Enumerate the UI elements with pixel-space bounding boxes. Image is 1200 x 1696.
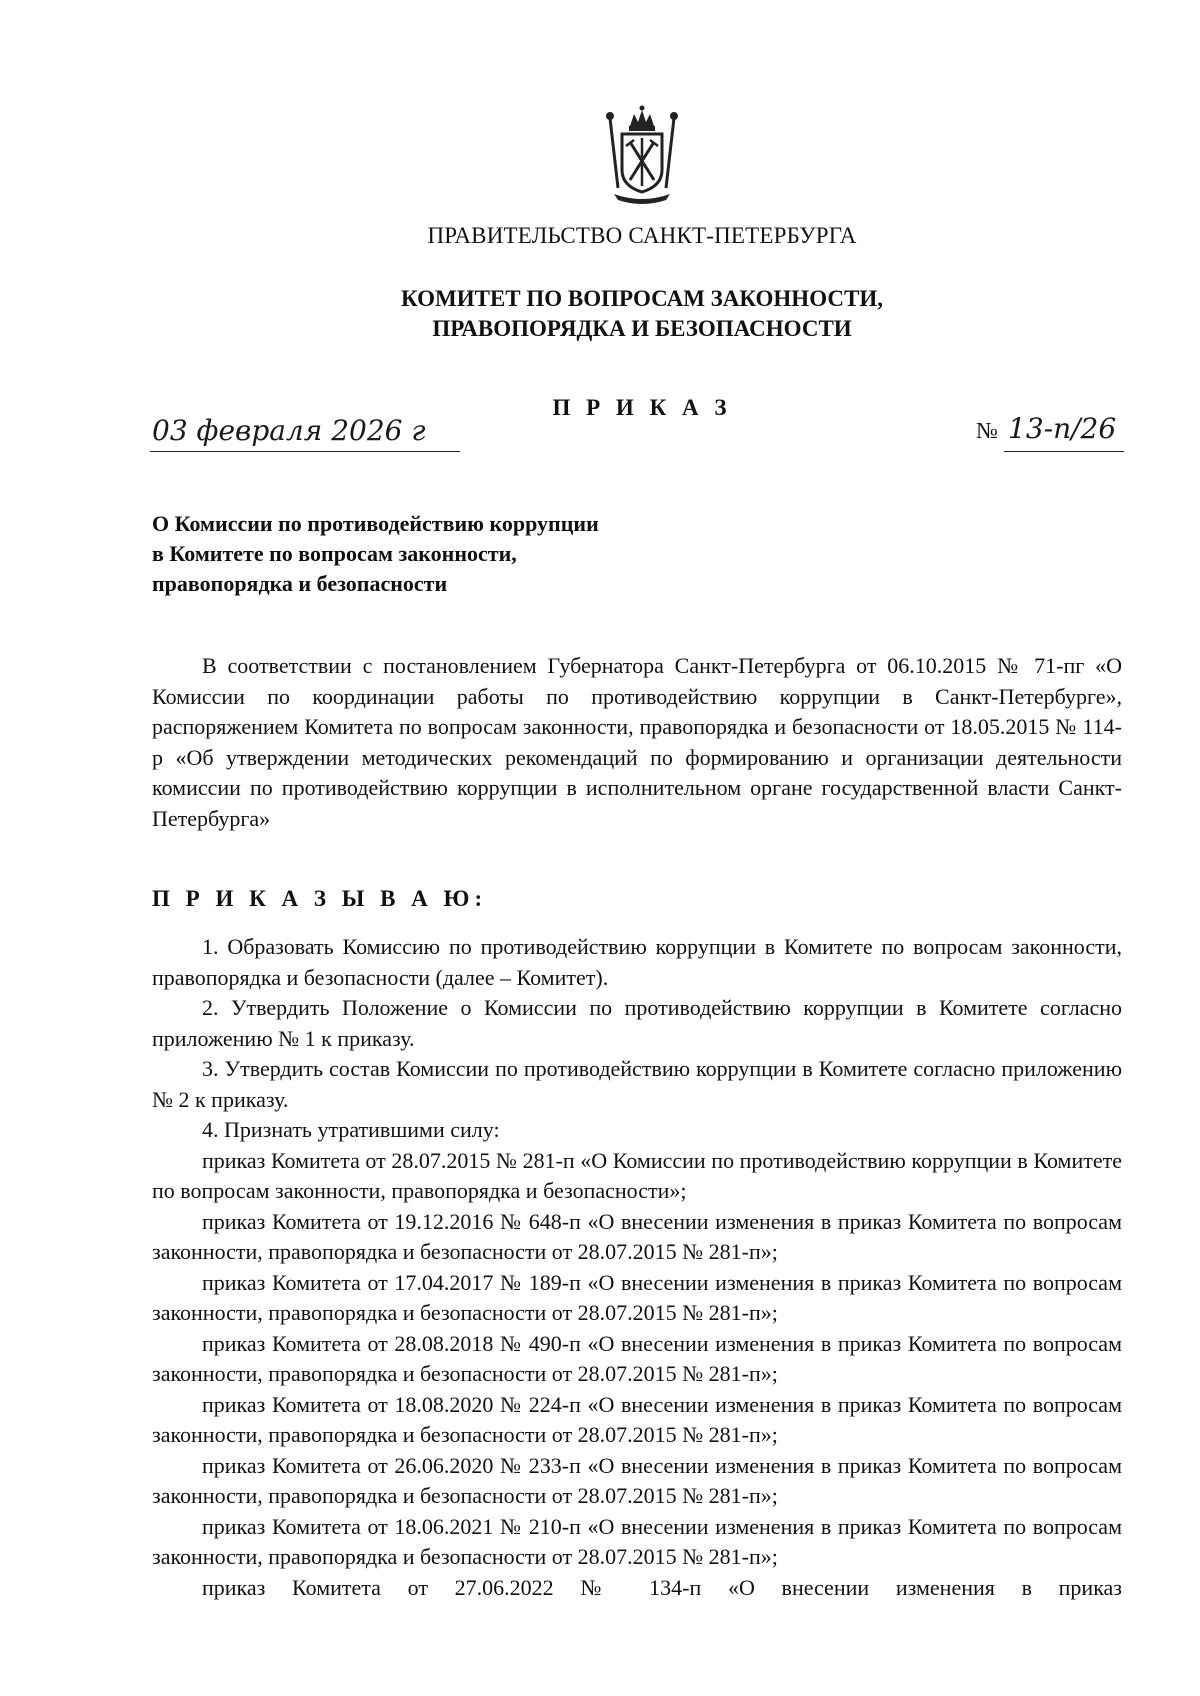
preamble-text: В соответствии с постановлением Губернатора Санкт-Петербурга от 06.10.2015 № 71-пг «О Комиссии по координации работы по противодействию коррупции в Санкт-Петербурге», распоряжением Комитета по вопросам законности, правопорядка и безопасности от 18.05.2015 № 114-р «Об утверждении методических рекомендаций по формированию и организации деятельности комиссии по противодействию коррупции в исполнительном органе государственной власти Санкт-Петербурга» — [152, 653, 1122, 831]
repealed-order-item: приказ Комитета от 28.07.2015 № 281-п «О Комиссии по противодействию коррупции в Комитете по вопросам законности, правопорядка и безопасности»; — [152, 1147, 1122, 1203]
order-item: 1. Образовать Комиссию по противодействию коррупции в Комитете по вопросам законности, правопорядка и безопасности (далее – Комитет). — [152, 934, 1122, 990]
number-label: № — [976, 418, 998, 443]
order-item: 4. Признать утратившими силу: — [202, 1117, 500, 1142]
subject-line-2: в Комитете по вопросам законности, — [152, 541, 517, 566]
repealed-order-item: приказ Комитета от 26.06.2020 № 233-п «О внесении изменения в приказ Комитета по вопросам законности, правопорядка и безопасности от 28.07.2015 № 281-п»; — [152, 1452, 1122, 1508]
committee-line-1: КОМИТЕТ ПО ВОПРОСАМ ЗАКОННОСТИ, — [401, 286, 883, 311]
repealed-order-item: приказ Комитета от 17.04.2017 № 189-п «О внесении изменения в приказ Комитета по вопросам законности, правопорядка и безопасности от 28.07.2015 № 281-п»; — [152, 1269, 1122, 1325]
order-item: 2. Утвердить Положение о Комиссии по противодействию коррупции в Комитете согласно приложению № 1 к приказу. — [152, 995, 1122, 1051]
repealed-order-item: приказ Комитета от 19.12.2016 № 648-п «О внесении изменения в приказ Комитета по вопросам законности, правопорядка и безопасности от 28.07.2015 № 281-п»; — [152, 1208, 1122, 1264]
number-underline — [1004, 451, 1124, 452]
subject-line-3: правопорядка и безопасности — [152, 571, 448, 596]
order-items — [152, 932, 1122, 1603]
decree-heading: П Р И К А З Ы В А Ю: — [152, 886, 488, 911]
repealed-order-item: приказ Комитета от 28.08.2018 № 490-п «О внесении изменения в приказ Комитета по вопросам законности, правопорядка и безопасности от 28.07.2015 № 281-п»; — [152, 1330, 1122, 1386]
repealed-order-item: приказ Комитета от 18.06.2021 № 210-п «О внесении изменения в приказ Комитета по вопросам законности, правопорядка и безопасности от 28.07.2015 № 281-п»; — [152, 1513, 1122, 1569]
subject-line-1: О Комиссии по противодействию коррупции — [152, 511, 599, 536]
coat-of-arms-icon — [600, 104, 684, 204]
preamble — [152, 651, 1122, 834]
handwritten-number: 13-п/26 — [1008, 412, 1117, 445]
date-underline — [150, 451, 460, 452]
document-type-title: П Р И К А З — [552, 395, 732, 420]
committee-line-2: ПРАВОПОРЯДКА И БЕЗОПАСНОСТИ — [432, 316, 852, 341]
repealed-order-item: приказ Комитета от 18.08.2020 № 224-п «О внесении изменения в приказ Комитета по вопросам законности, правопорядка и безопасности от 28.07.2015 № 281-п»; — [152, 1391, 1122, 1447]
committee-name — [42, 284, 1200, 344]
handwritten-date: 03 февраля 2026 г — [152, 414, 426, 447]
repealed-order-item: приказ Комитета от 27.06.2022 № 134-п «О внесении изменения в приказ — [202, 1574, 1122, 1600]
government-name: ПРАВИТЕЛЬСТВО САНКТ-ПЕТЕРБУРГА — [427, 223, 857, 248]
order-item: 3. Утвердить состав Комиссии по противодействию коррупции в Комитете согласно приложению № 2 к приказу. — [152, 1056, 1122, 1112]
document-subject — [152, 509, 599, 599]
